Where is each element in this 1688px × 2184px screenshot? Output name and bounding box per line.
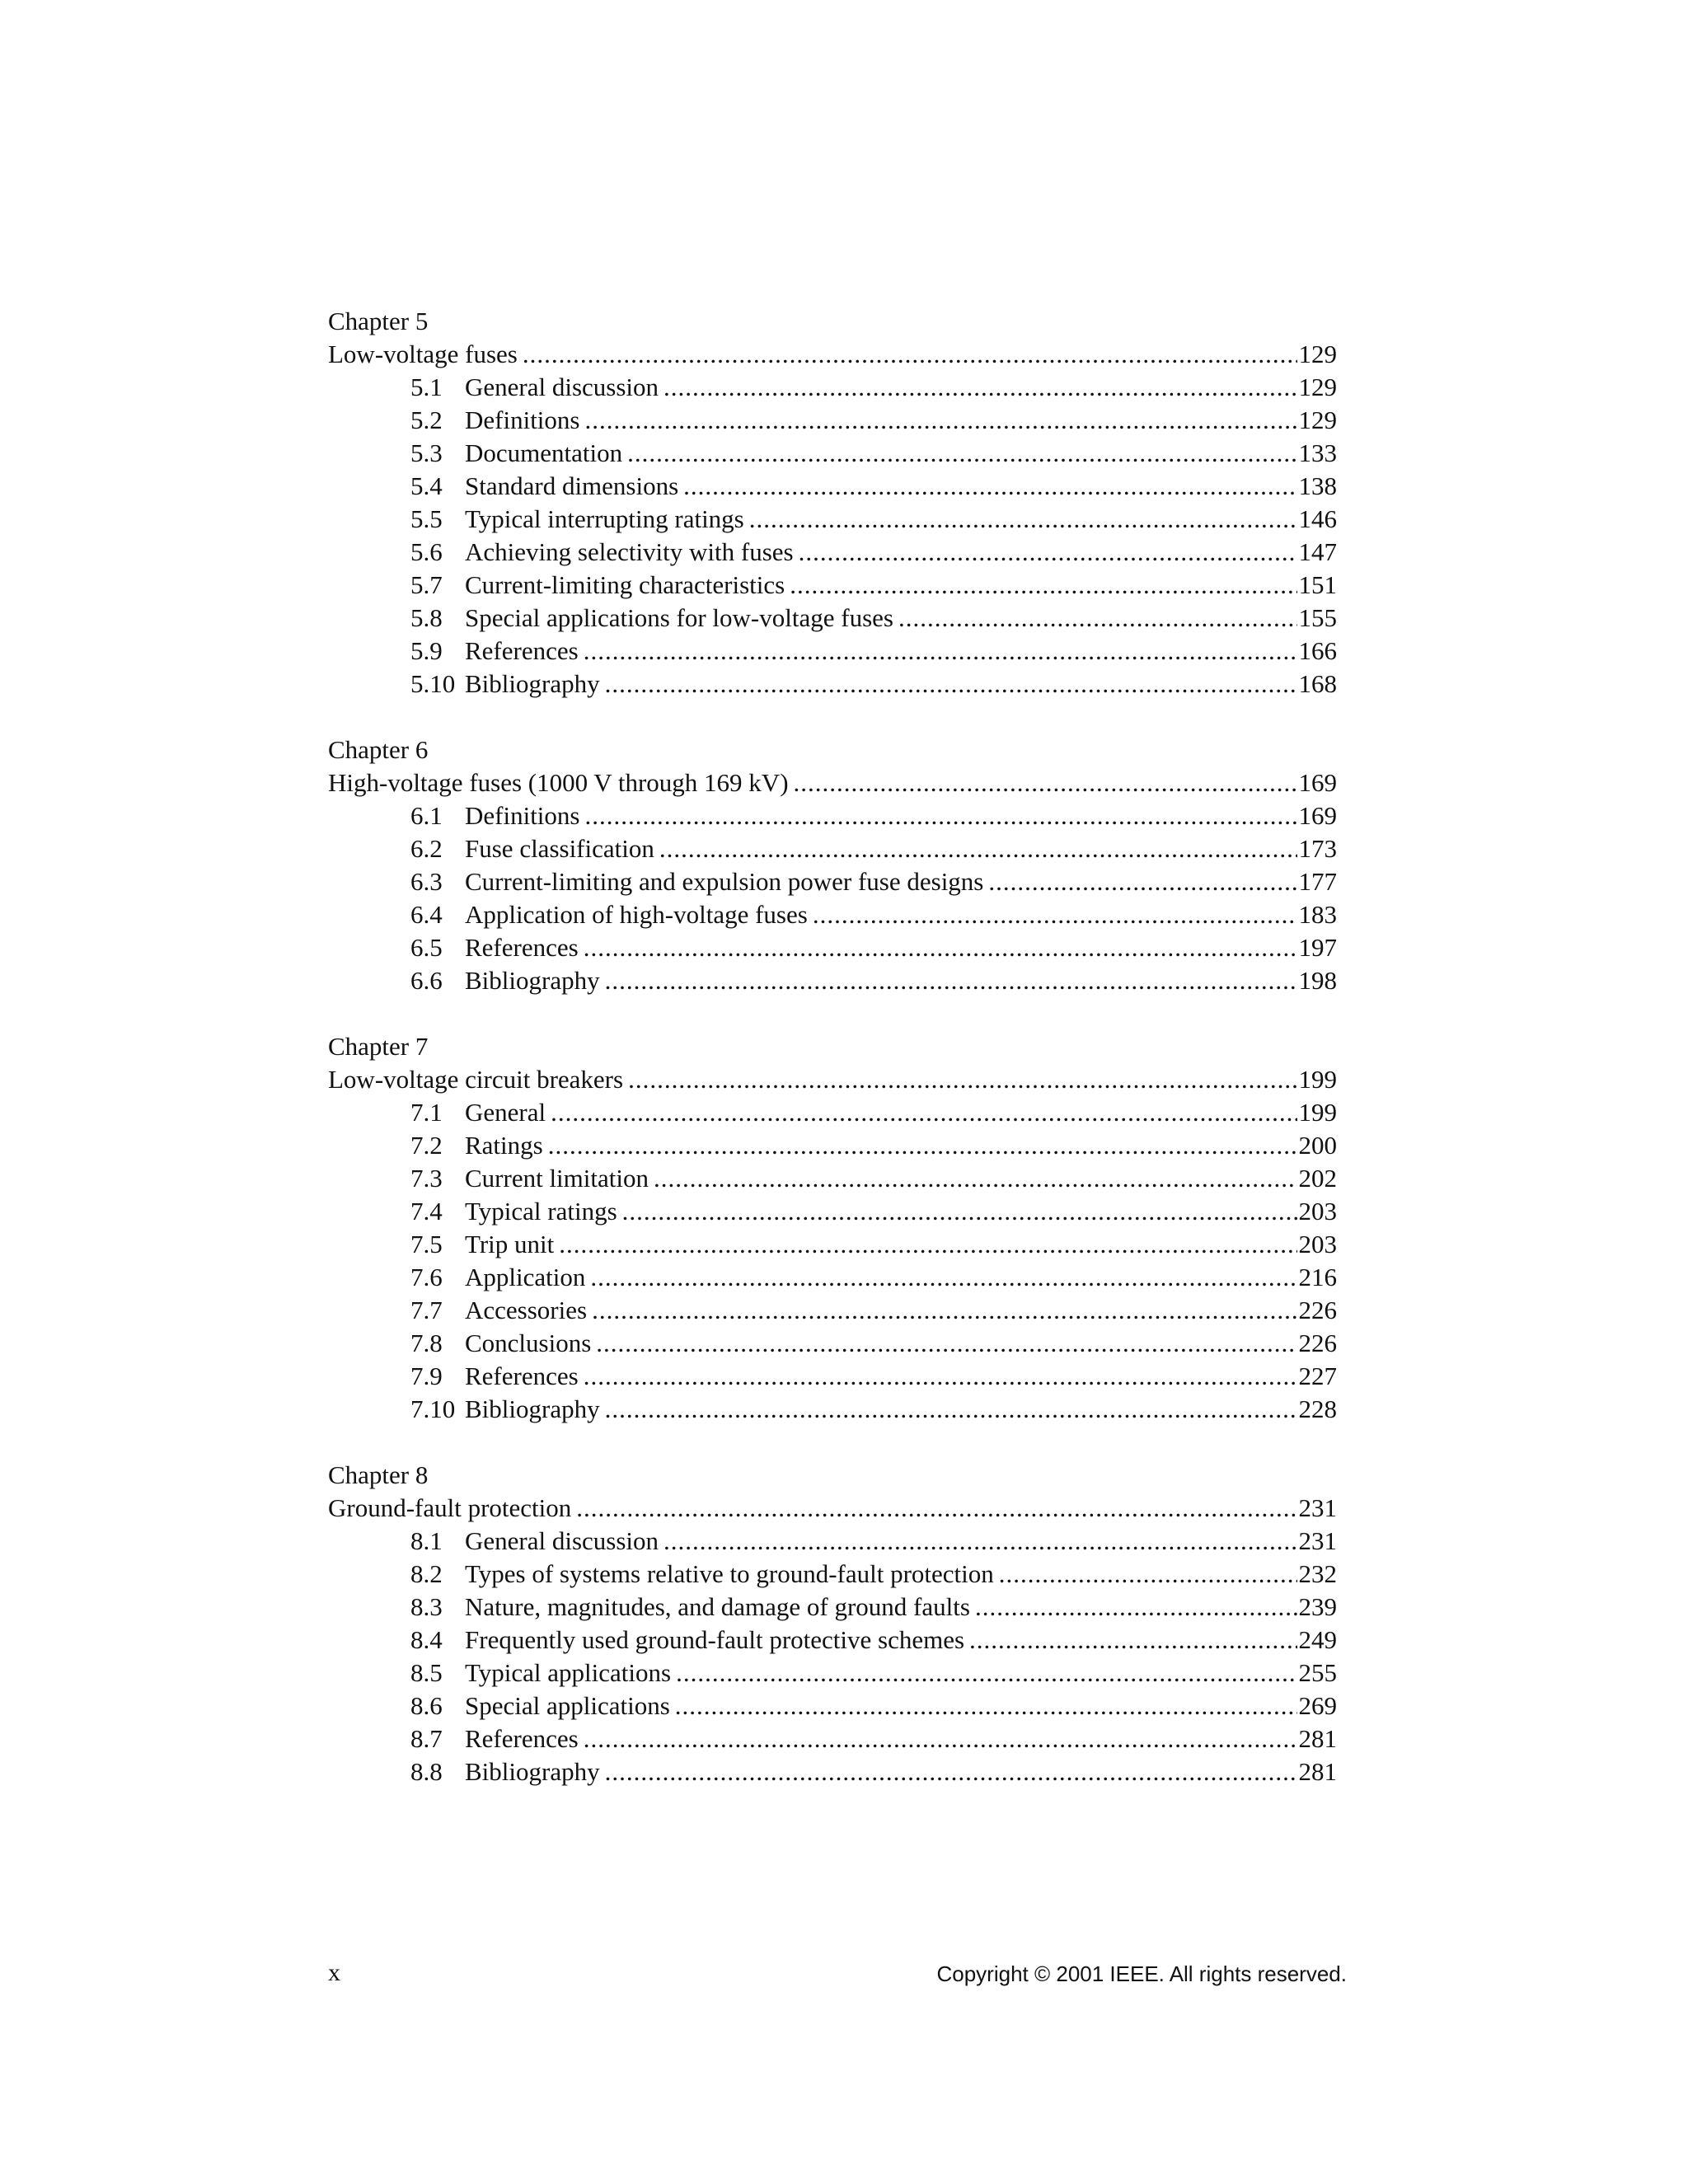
page-number: 151 xyxy=(1298,570,1337,599)
toc-entry[interactable] xyxy=(328,602,1337,635)
dot-leader xyxy=(969,1624,1296,1657)
footer-copyright: Copyright © 2001 IEEE. All rights reserved. xyxy=(936,1961,1347,1986)
page-number: 129 xyxy=(1298,340,1337,368)
section-title: Application of high-voltage fuses xyxy=(465,900,808,929)
chapter-title: High-voltage fuses (1000 V through 169 kV) xyxy=(328,768,789,797)
section-title: General xyxy=(465,1098,546,1127)
toc-entry[interactable] xyxy=(328,1690,1337,1722)
section-number: 7.9 xyxy=(410,1361,443,1390)
section-title: Types of systems relative to ground-fault protection xyxy=(465,1559,994,1588)
page-number: 169 xyxy=(1298,801,1337,830)
page-number: 173 xyxy=(1298,834,1337,863)
dot-leader xyxy=(663,1525,1296,1558)
toc-entry[interactable] xyxy=(328,635,1337,668)
section-title: Bibliography xyxy=(465,1757,600,1786)
section-title: References xyxy=(465,933,579,962)
page-number: 133 xyxy=(1298,438,1337,467)
section-number: 5.10 xyxy=(410,669,456,698)
chapter-label: Chapter 5 xyxy=(328,307,429,335)
section-title: Conclusions xyxy=(465,1329,592,1357)
page-number: 199 xyxy=(1298,1098,1337,1127)
section-title: Nature, magnitudes, and damage of ground faults xyxy=(465,1592,970,1621)
toc-entry[interactable] xyxy=(328,964,1337,997)
toc-entry[interactable] xyxy=(328,371,1337,404)
section-number: 7.2 xyxy=(410,1131,443,1160)
page-number: 231 xyxy=(1298,1493,1337,1522)
toc-entry[interactable] xyxy=(328,799,1337,832)
dot-leader xyxy=(627,437,1296,470)
page-number: 183 xyxy=(1298,900,1337,929)
dot-leader xyxy=(596,1327,1296,1360)
dot-leader xyxy=(659,832,1297,865)
page-number: 203 xyxy=(1298,1197,1337,1226)
toc-entry[interactable] xyxy=(328,470,1337,503)
dot-leader xyxy=(999,1558,1297,1591)
toc-entry[interactable] xyxy=(328,898,1337,931)
section-title: References xyxy=(465,636,579,665)
toc-entry[interactable] xyxy=(328,536,1337,569)
page-number: 231 xyxy=(1298,1526,1337,1555)
section-number: 6.2 xyxy=(410,834,443,863)
section-title: References xyxy=(465,1361,579,1390)
dot-leader xyxy=(988,865,1296,898)
section-title: Bibliography xyxy=(465,966,600,995)
toc-entry[interactable] xyxy=(328,832,1337,865)
toc-entry[interactable] xyxy=(328,404,1337,437)
toc-entry[interactable] xyxy=(328,1228,1337,1261)
section-title: Typical applications xyxy=(465,1658,672,1687)
page-number: 232 xyxy=(1298,1559,1337,1588)
section-number: 7.10 xyxy=(410,1394,456,1423)
page-number: 281 xyxy=(1298,1724,1337,1753)
page-number: 255 xyxy=(1298,1658,1337,1687)
dot-leader xyxy=(551,1096,1296,1129)
toc-entry[interactable] xyxy=(328,1722,1337,1755)
toc-entry[interactable] xyxy=(328,503,1337,536)
chapter-block xyxy=(328,1030,1337,1426)
dot-leader xyxy=(592,1294,1296,1327)
toc-entry[interactable] xyxy=(328,1755,1337,1788)
section-title: Trip unit xyxy=(465,1230,555,1258)
page-number: 155 xyxy=(1298,603,1337,632)
section-number: 8.6 xyxy=(410,1691,443,1720)
toc-entry[interactable] xyxy=(328,668,1337,701)
section-title: General discussion xyxy=(465,1526,659,1555)
toc-entry[interactable] xyxy=(328,1393,1337,1426)
section-number: 5.7 xyxy=(410,570,443,599)
toc-entry[interactable] xyxy=(328,1261,1337,1294)
section-number: 8.2 xyxy=(410,1559,443,1588)
section-title: Accessories xyxy=(465,1296,588,1324)
dot-leader xyxy=(663,371,1296,404)
chapter-title: Low-voltage fuses xyxy=(328,340,518,368)
dot-leader xyxy=(790,569,1296,602)
toc-entry[interactable] xyxy=(328,1162,1337,1195)
section-number: 7.3 xyxy=(410,1164,443,1193)
toc-entry[interactable] xyxy=(328,569,1337,602)
page-number: 129 xyxy=(1298,373,1337,401)
dot-leader xyxy=(584,1722,1297,1755)
section-number: 7.8 xyxy=(410,1329,443,1357)
section-title: Definitions xyxy=(465,801,580,830)
page-number: 216 xyxy=(1298,1263,1337,1291)
toc-entry[interactable] xyxy=(328,1096,1337,1129)
toc-entry[interactable] xyxy=(328,1657,1337,1690)
page-number: 281 xyxy=(1298,1757,1337,1786)
toc-entry[interactable] xyxy=(328,1195,1337,1228)
page-number: 228 xyxy=(1298,1394,1337,1423)
dot-leader xyxy=(675,1690,1297,1722)
section-title: Ratings xyxy=(465,1131,543,1160)
section-number: 5.4 xyxy=(410,471,443,500)
footer-page-number: x xyxy=(328,1959,340,1986)
dot-leader xyxy=(676,1657,1296,1690)
chapter-block xyxy=(328,305,1337,701)
page-number: 226 xyxy=(1298,1296,1337,1324)
toc-entry[interactable] xyxy=(328,931,1337,964)
dot-leader xyxy=(622,1195,1297,1228)
section-title: Standard dimensions xyxy=(465,471,679,500)
toc-entry-chapter-title[interactable] xyxy=(328,1063,1337,1096)
section-title: Current-limiting characteristics xyxy=(465,570,785,599)
section-title: Definitions xyxy=(465,405,580,434)
section-number: 5.9 xyxy=(410,636,443,665)
section-number: 8.3 xyxy=(410,1592,443,1621)
table-of-contents xyxy=(328,305,1337,1821)
toc-entry-chapter-title[interactable] xyxy=(328,1492,1337,1525)
dot-leader xyxy=(654,1162,1297,1195)
page-number: 199 xyxy=(1298,1065,1337,1094)
toc-entry[interactable] xyxy=(328,1591,1337,1624)
page-number: 129 xyxy=(1298,405,1337,434)
page-number: 203 xyxy=(1298,1230,1337,1258)
chapter-block xyxy=(328,1459,1337,1788)
section-number: 7.4 xyxy=(410,1197,443,1226)
section-number: 7.7 xyxy=(410,1296,443,1324)
toc-entry-chapter-title[interactable] xyxy=(328,338,1337,371)
toc-entry[interactable] xyxy=(328,437,1337,470)
section-title: Special applications for low-voltage fuses xyxy=(465,603,893,632)
section-number: 5.6 xyxy=(410,537,443,566)
chapter-title: Low-voltage circuit breakers xyxy=(328,1065,624,1094)
chapter-label: Chapter 8 xyxy=(328,1460,429,1489)
toc-entry[interactable] xyxy=(328,1294,1337,1327)
section-title: Documentation xyxy=(465,438,623,467)
toc-entry[interactable] xyxy=(328,1624,1337,1657)
section-title: Typical ratings xyxy=(465,1197,617,1226)
section-title: General discussion xyxy=(465,373,659,401)
page-number: 226 xyxy=(1298,1329,1337,1357)
page-number: 227 xyxy=(1298,1361,1337,1390)
section-number: 8.5 xyxy=(410,1658,443,1687)
chapter-block xyxy=(328,733,1337,997)
dot-leader xyxy=(584,1360,1297,1393)
page-number: 198 xyxy=(1298,966,1337,995)
page-number: 146 xyxy=(1298,504,1337,533)
dot-leader xyxy=(576,1492,1296,1525)
section-number: 8.4 xyxy=(410,1625,443,1654)
dot-leader xyxy=(559,1228,1296,1261)
section-number: 7.1 xyxy=(410,1098,443,1127)
section-number: 5.3 xyxy=(410,438,443,467)
section-number: 8.1 xyxy=(410,1526,443,1555)
toc-entry[interactable] xyxy=(328,1129,1337,1162)
section-number: 6.1 xyxy=(410,801,443,830)
section-title: Application xyxy=(465,1263,586,1291)
dot-leader xyxy=(799,536,1297,569)
toc-entry[interactable] xyxy=(328,1525,1337,1558)
dot-leader xyxy=(975,1591,1297,1624)
dot-leader xyxy=(523,338,1297,371)
page-number: 169 xyxy=(1298,768,1337,797)
section-number: 8.7 xyxy=(410,1724,443,1753)
chapter-label: Chapter 7 xyxy=(328,1032,429,1061)
section-title: Achieving selectivity with fuses xyxy=(465,537,794,566)
section-number: 5.2 xyxy=(410,405,443,434)
page-number: 147 xyxy=(1298,537,1337,566)
dot-leader xyxy=(898,602,1297,635)
page-number: 269 xyxy=(1298,1691,1337,1720)
section-title: Bibliography xyxy=(465,669,600,698)
toc-entry[interactable] xyxy=(328,1558,1337,1591)
toc-entry[interactable] xyxy=(328,1360,1337,1393)
dot-leader xyxy=(584,931,1297,964)
dot-leader xyxy=(585,404,1297,437)
dot-leader xyxy=(605,1393,1297,1426)
section-number: 8.8 xyxy=(410,1757,443,1786)
toc-entry-chapter-title[interactable] xyxy=(328,766,1337,799)
section-title: Current-limiting and expulsion power fuse designs xyxy=(465,867,984,896)
section-number: 7.5 xyxy=(410,1230,443,1258)
toc-entry[interactable] xyxy=(328,865,1337,898)
section-number: 5.5 xyxy=(410,504,443,533)
page-number: 138 xyxy=(1298,471,1337,500)
page-number: 197 xyxy=(1298,933,1337,962)
section-title: Frequently used ground-fault protective schemes xyxy=(465,1625,965,1654)
page-number: 249 xyxy=(1298,1625,1337,1654)
dot-leader xyxy=(628,1063,1296,1096)
section-title: References xyxy=(465,1724,579,1753)
dot-leader xyxy=(749,503,1297,536)
chapter-title: Ground-fault protection xyxy=(328,1493,572,1522)
dot-leader xyxy=(794,766,1297,799)
dot-leader xyxy=(585,799,1297,832)
section-number: 6.4 xyxy=(410,900,443,929)
page-number: 168 xyxy=(1298,669,1337,698)
page-number: 202 xyxy=(1298,1164,1337,1193)
section-title: Special applications xyxy=(465,1691,670,1720)
dot-leader xyxy=(683,470,1296,503)
section-number: 7.6 xyxy=(410,1263,443,1291)
section-number: 6.5 xyxy=(410,933,443,962)
page-number: 239 xyxy=(1298,1592,1337,1621)
toc-entry[interactable] xyxy=(328,1327,1337,1360)
dot-leader xyxy=(813,898,1297,931)
page-number: 177 xyxy=(1298,867,1337,896)
section-number: 5.1 xyxy=(410,373,443,401)
section-title: Typical interrupting ratings xyxy=(465,504,744,533)
dot-leader xyxy=(605,1755,1297,1788)
chapter-label: Chapter 6 xyxy=(328,735,429,764)
page-number: 200 xyxy=(1298,1131,1337,1160)
section-number: 6.6 xyxy=(410,966,443,995)
section-title: Fuse classification xyxy=(465,834,654,863)
section-number: 6.3 xyxy=(410,867,443,896)
dot-leader xyxy=(548,1129,1297,1162)
section-title: Bibliography xyxy=(465,1394,600,1423)
page-number: 166 xyxy=(1298,636,1337,665)
section-number: 5.8 xyxy=(410,603,443,632)
dot-leader xyxy=(605,668,1297,701)
dot-leader xyxy=(584,635,1297,668)
section-title: Current limitation xyxy=(465,1164,649,1193)
dot-leader xyxy=(605,964,1297,997)
dot-leader xyxy=(590,1261,1296,1294)
